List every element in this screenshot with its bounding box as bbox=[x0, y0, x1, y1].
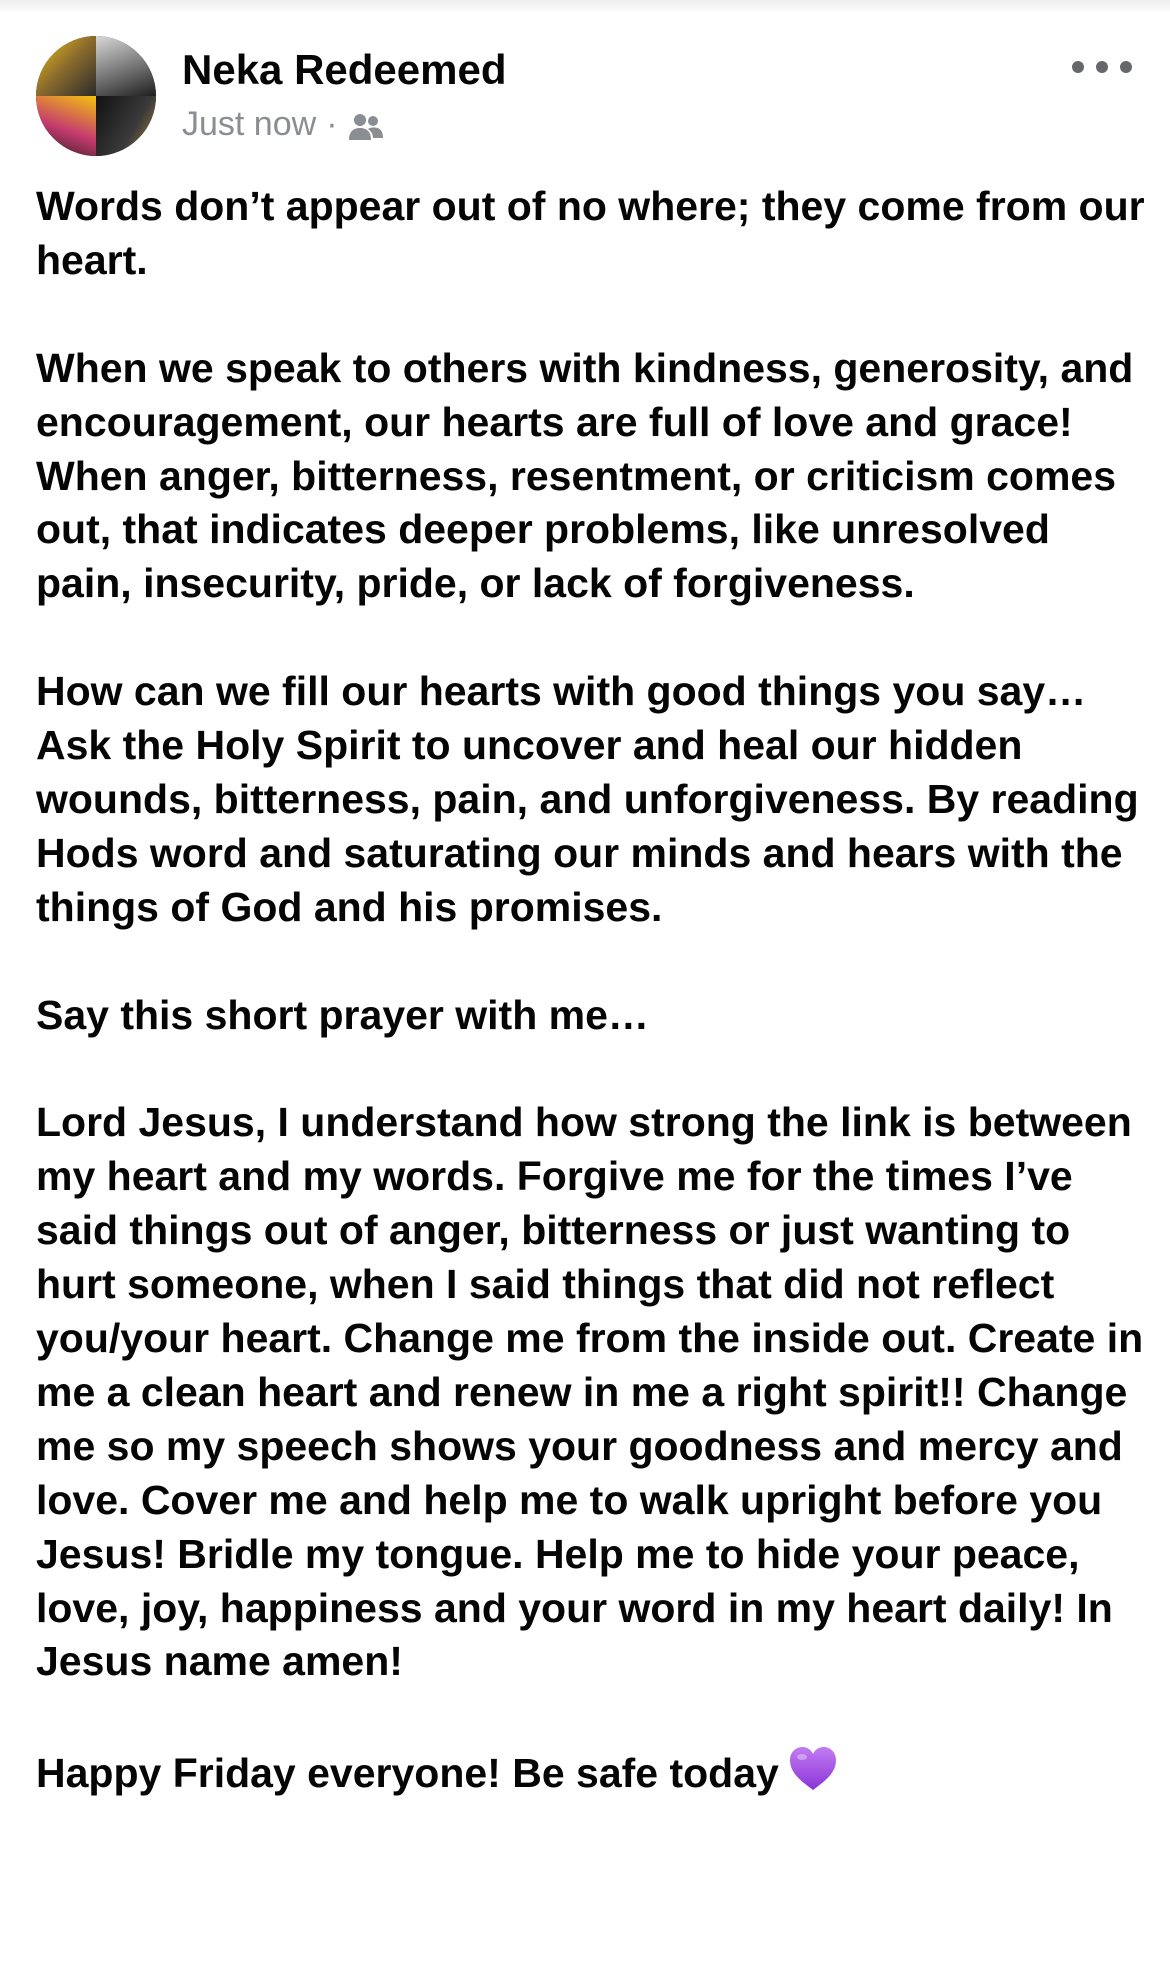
avatar-collage-tile bbox=[36, 36, 96, 96]
post-timestamp[interactable]: Just now bbox=[182, 105, 317, 143]
more-dot bbox=[1072, 61, 1084, 73]
post-closing-line bbox=[36, 1743, 1146, 1801]
avatar-collage-tile bbox=[96, 36, 156, 96]
post-paragraph: Words don’t appear out of no where; they come from our heart. bbox=[36, 183, 1145, 283]
avatar-collage-tile bbox=[96, 96, 156, 156]
post-paragraph: Lord Jesus, I understand how strong the link is between my heart and my words. Forgive me for the times I’ve said things out of anger, bitterness or just wanting to hurt someone, when I said things that did not reflect you/your heart. Change me from the inside out. Create in me a clean heart and renew in me a right spirit!! Change me so my speech shows your goodness and mercy and love. Cover me and help me to walk upright before you Jesus! Bridle my tongue. Help me to hide your peace, love, joy, happiness and your word in my heart daily! In Jesus name amen! bbox=[36, 1099, 1144, 1685]
post-body bbox=[36, 180, 1146, 1801]
avatar-collage-tile bbox=[36, 96, 96, 156]
more-dot bbox=[1120, 61, 1132, 73]
post-paragraph: How can we fill our hearts with good things you say… Ask the Holy Spirit to uncover and heal our hidden wounds, bitterness, pain, and unforgiveness. By reading Hods word and saturating our minds and hears with the things of God and his promises. bbox=[36, 668, 1139, 930]
more-dot bbox=[1096, 61, 1108, 73]
author-name[interactable]: Neka Redeemed bbox=[182, 46, 507, 93]
post-paragraph: When we speak to others with kindness, generosity, and encouragement, our hearts are full of love and grace! When anger, bitterness, resentment, or criticism comes out, that indicates deeper problems, like unresolved pain, insecurity, pride, or lack of forgiveness. bbox=[36, 344, 1134, 607]
post-meta bbox=[182, 102, 384, 146]
meta-separator: · bbox=[326, 105, 338, 143]
post-header bbox=[0, 0, 1170, 175]
post-paragraph: Say this short prayer with me… bbox=[36, 991, 649, 1038]
purple-heart-icon bbox=[787, 1743, 839, 1795]
more-options-icon[interactable] bbox=[1072, 52, 1132, 82]
avatar[interactable] bbox=[36, 36, 156, 156]
friends-icon bbox=[348, 109, 384, 139]
post-paragraph: Happy Friday everyone! Be safe today bbox=[36, 1750, 779, 1797]
